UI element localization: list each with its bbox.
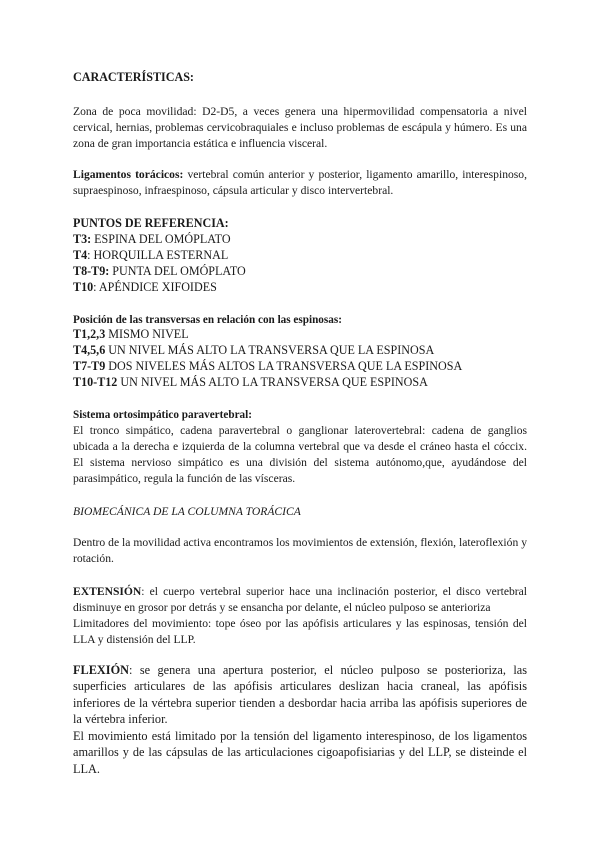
biomecanica-intro: Dentro de la movilidad activa encontramos los movimientos de extensión, flexión, lateroflexión y rotación. xyxy=(73,536,527,565)
sistema-heading: Sistema ortosimpático paravertebral: xyxy=(73,409,252,421)
puntos-item-label: T3: xyxy=(73,231,92,246)
puntos-item-text: : APÉNDICE XIFOIDES xyxy=(93,279,217,294)
puntos-item-label: T8-T9: xyxy=(73,263,110,278)
puntos-item-text: PUNTA DEL OMÓPLATO xyxy=(109,263,246,278)
posicion-item xyxy=(73,343,527,359)
puntos-item-text: : HORQUILLA ESTERNAL xyxy=(87,247,229,262)
posicion-item xyxy=(73,327,527,343)
puntos-heading: PUNTOS DE REFERENCIA: xyxy=(73,216,229,230)
flexion-limits: El movimiento está limitado por la tensión del ligamento interespinoso, de los ligamentos amarillos y de las cápsulas de las articulaciones cigoapofisiarias y del LLP, se disteinde el LLA. xyxy=(73,729,527,776)
biomecanica-heading: BIOMECÁNICA DE LA COLUMNA TORÁCICA xyxy=(73,505,301,518)
flexion-text: : se genera una apertura posterior, el núcleo pulposo se posterioriza, las superficies articulares de las apófisis articulares deslizan hacia craneal, las apófisis inferiores de la vértebra superior tienden a desbordar hacia arriba las apófisis superiores de la vértebra inferior. xyxy=(73,663,527,727)
posicion-item-label: T10-T12 xyxy=(73,374,118,389)
puntos-item-label: T10 xyxy=(73,279,94,294)
puntos-item xyxy=(73,232,527,248)
posicion-item xyxy=(73,359,527,375)
extension-text: : el cuerpo vertebral superior hace una inclinación posterior, el disco vertebral disminuye en grosor por detrás y se ensancha por delante, el núcleo pulposo se anterioriza xyxy=(73,585,527,614)
posicion-item-label: T7-T9 xyxy=(73,358,106,373)
caracteristicas-heading: CARACTERÍSTICAS: xyxy=(73,70,194,84)
puntos-item xyxy=(73,248,527,264)
ligamentos-label: Ligamentos torácicos: xyxy=(73,168,184,181)
flexion-paragraph xyxy=(73,662,527,728)
flexion-label: FLEXIÓN xyxy=(73,663,130,677)
caracteristicas-paragraph: Zona de poca movilidad: D2-D5, a veces genera una hipermovilidad compensatoria a nivel cervical, hernias, problemas cervicobraquiales e incluso problemas de escápula y húmero. Es una zona de gran importancia estática e influencia visceral. xyxy=(73,105,527,150)
posicion-item-label: T1,2,3 xyxy=(73,327,106,341)
posicion-item-text: DOS NIVELES MÁS ALTOS LA TRANSVERSA QUE LA ESPINOSA xyxy=(105,358,463,373)
ligamentos-paragraph xyxy=(73,167,527,199)
posicion-item-text: UN NIVEL MÁS ALTO LA TRANSVERSA QUE ESPINOSA xyxy=(117,374,428,389)
sistema-paragraph: El tronco simpático, cadena paravertebral o ganglionar laterovertebral: cadena de ganglios ubicada a la derecha e izquierda de la columna vertebral que va desde el cráneo hasta el cóccix. El sistema nervioso simpático es una división del sistema autónomo,que, ayudándose del parasimpático, regula la función de las vísceras. xyxy=(73,424,527,485)
posicion-section xyxy=(73,327,527,391)
extension-paragraph xyxy=(73,584,527,616)
puntos-section xyxy=(73,216,527,296)
posicion-item xyxy=(73,375,527,391)
puntos-item-label: T4 xyxy=(73,247,88,262)
extension-limits: Limitadores del movimiento: tope óseo por las apófisis articulares y las espinosas, tensión del LLA y distensión del LLP. xyxy=(73,617,527,646)
extension-label: EXTENSIÓN xyxy=(73,585,142,598)
ligamentos-text: vertebral común anterior y posterior, ligamento amarillo, interespinoso, supraespinoso, infraespinoso, cápsula articular y disco intervertebral. xyxy=(73,168,528,197)
posicion-heading: Posición de las transversas en relación con las espinosas: xyxy=(73,314,342,326)
puntos-item xyxy=(73,264,527,280)
posicion-item-text: UN NIVEL MÁS ALTO LA TRANSVERSA QUE LA ESPINOSA xyxy=(105,342,435,357)
puntos-item-text: ESPINA DEL OMÓPLATO xyxy=(91,231,231,246)
posicion-item-label: T4,5,6 xyxy=(73,342,106,357)
puntos-item xyxy=(73,280,527,296)
posicion-item-text: MISMO NIVEL xyxy=(105,327,189,341)
